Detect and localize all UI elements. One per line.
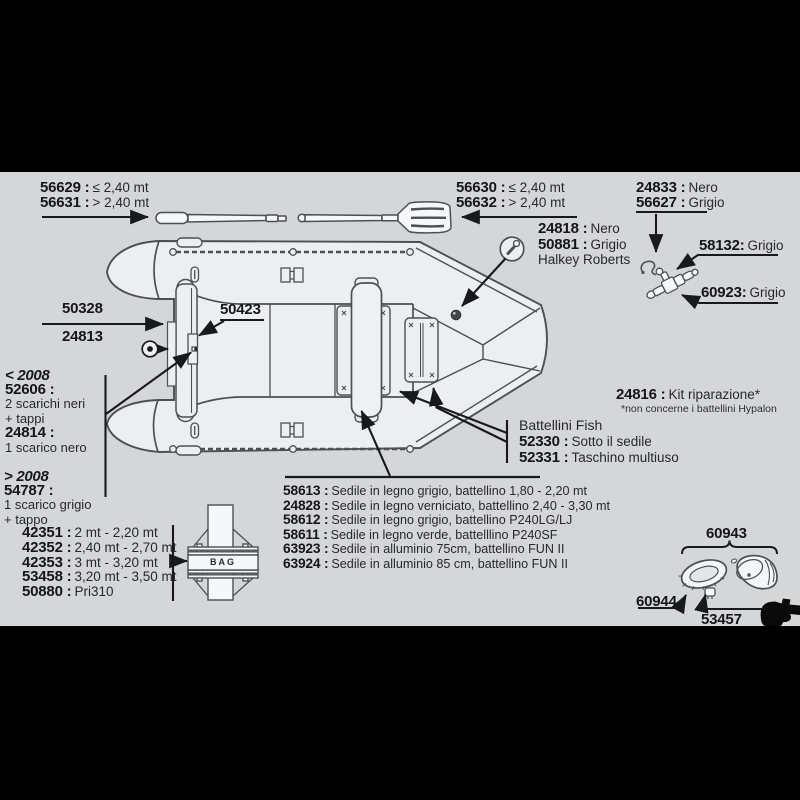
- label-24813: 24813: [62, 328, 103, 345]
- label-60943: 60943: [706, 525, 747, 542]
- label-oar-left: 56629 : ≤ 2,40 mt 56631 : > 2,40 mt: [40, 179, 150, 211]
- arrow-53457: [702, 595, 763, 610]
- brace-60943: [682, 541, 777, 555]
- transom-strip: [168, 322, 177, 386]
- cone-part: [731, 556, 777, 589]
- label-60923: 60923: Grigio: [701, 284, 786, 301]
- valve-cap-part: [641, 261, 663, 274]
- brand-logo: [761, 599, 800, 627]
- halkey-valve-icon: [500, 237, 524, 261]
- 24813-icon: [142, 341, 158, 357]
- ring-part: [676, 555, 730, 599]
- label-era-post2008: > 2008 54787 : 1 scarico grigio + tappo: [4, 468, 92, 527]
- label-50328: 50328: [62, 300, 103, 317]
- pocket-panel: [405, 318, 438, 382]
- label-size-list: 42351 : 2 mt - 2,20 mt 42352 : 2,40 mt - 2,70 mt 42353 : 3 mt - 3,20 mt 53458 : 3,20 mt - 3,50 mt 50880 : Pri310: [22, 524, 177, 601]
- label-valve-cap: 24833 : Nero 56627 : Grigio: [636, 179, 725, 211]
- bow-handle-bottom: [176, 446, 201, 455]
- label-battellini-fish: Battellini Fish 52330 : Sotto il sedile 52331 : Taschino multiuso: [519, 417, 679, 466]
- label-58132: 58132: Grigio: [699, 237, 784, 254]
- oar-grip: [156, 213, 188, 224]
- label-60944: 60944: [636, 593, 677, 610]
- bag-drawing: [188, 505, 258, 600]
- seat-thwart: [352, 278, 382, 422]
- diagram-panel: [0, 172, 800, 626]
- label-repair-note: *non concerne i battellini Hypalon: [621, 403, 777, 415]
- label-53457: 53457: [701, 611, 742, 626]
- bag-text: BAG: [210, 557, 236, 567]
- arrow-58132: [677, 255, 778, 269]
- label-seat-list: 58613 : Sedile in legno grigio, battellino 1,80 - 2,20 mt 24828 : Sedile in legno verniciato, battellino 2,40 - 3,30 mt 58612 : Sedile in legno grigio, battellino P240LG/LJ 58611 : Sedile in legno verde, battelllino P240SF 63923 : Sedile in alluminio 75cm, battellino FUN II 63924 : Sedile in alluminio 85 cm, battellino FUN II: [283, 483, 611, 571]
- drain-plug-dot: [194, 347, 198, 351]
- oar-drawing: [156, 202, 451, 233]
- valve-assembly-part: [641, 258, 701, 302]
- halkey-brand: Halkey Roberts: [538, 252, 631, 267]
- label-repair-kit: 24816 : Kit riparazione*: [616, 386, 761, 403]
- label-era-pre2008: < 2008 52606 : 2 scarichi neri + tappi 24814 : 1 scarico nero: [5, 367, 87, 455]
- label-oar-right: 56630 : ≤ 2,40 mt 56632 : > 2,40 mt: [456, 179, 566, 211]
- label-halkey-valve: 24818 : Nero 50881 : Grigio Halkey Roberts: [538, 220, 631, 267]
- bow-handle-top: [177, 238, 202, 247]
- label-50423: 50423: [220, 301, 261, 318]
- hull-valve-dot: [451, 310, 461, 320]
